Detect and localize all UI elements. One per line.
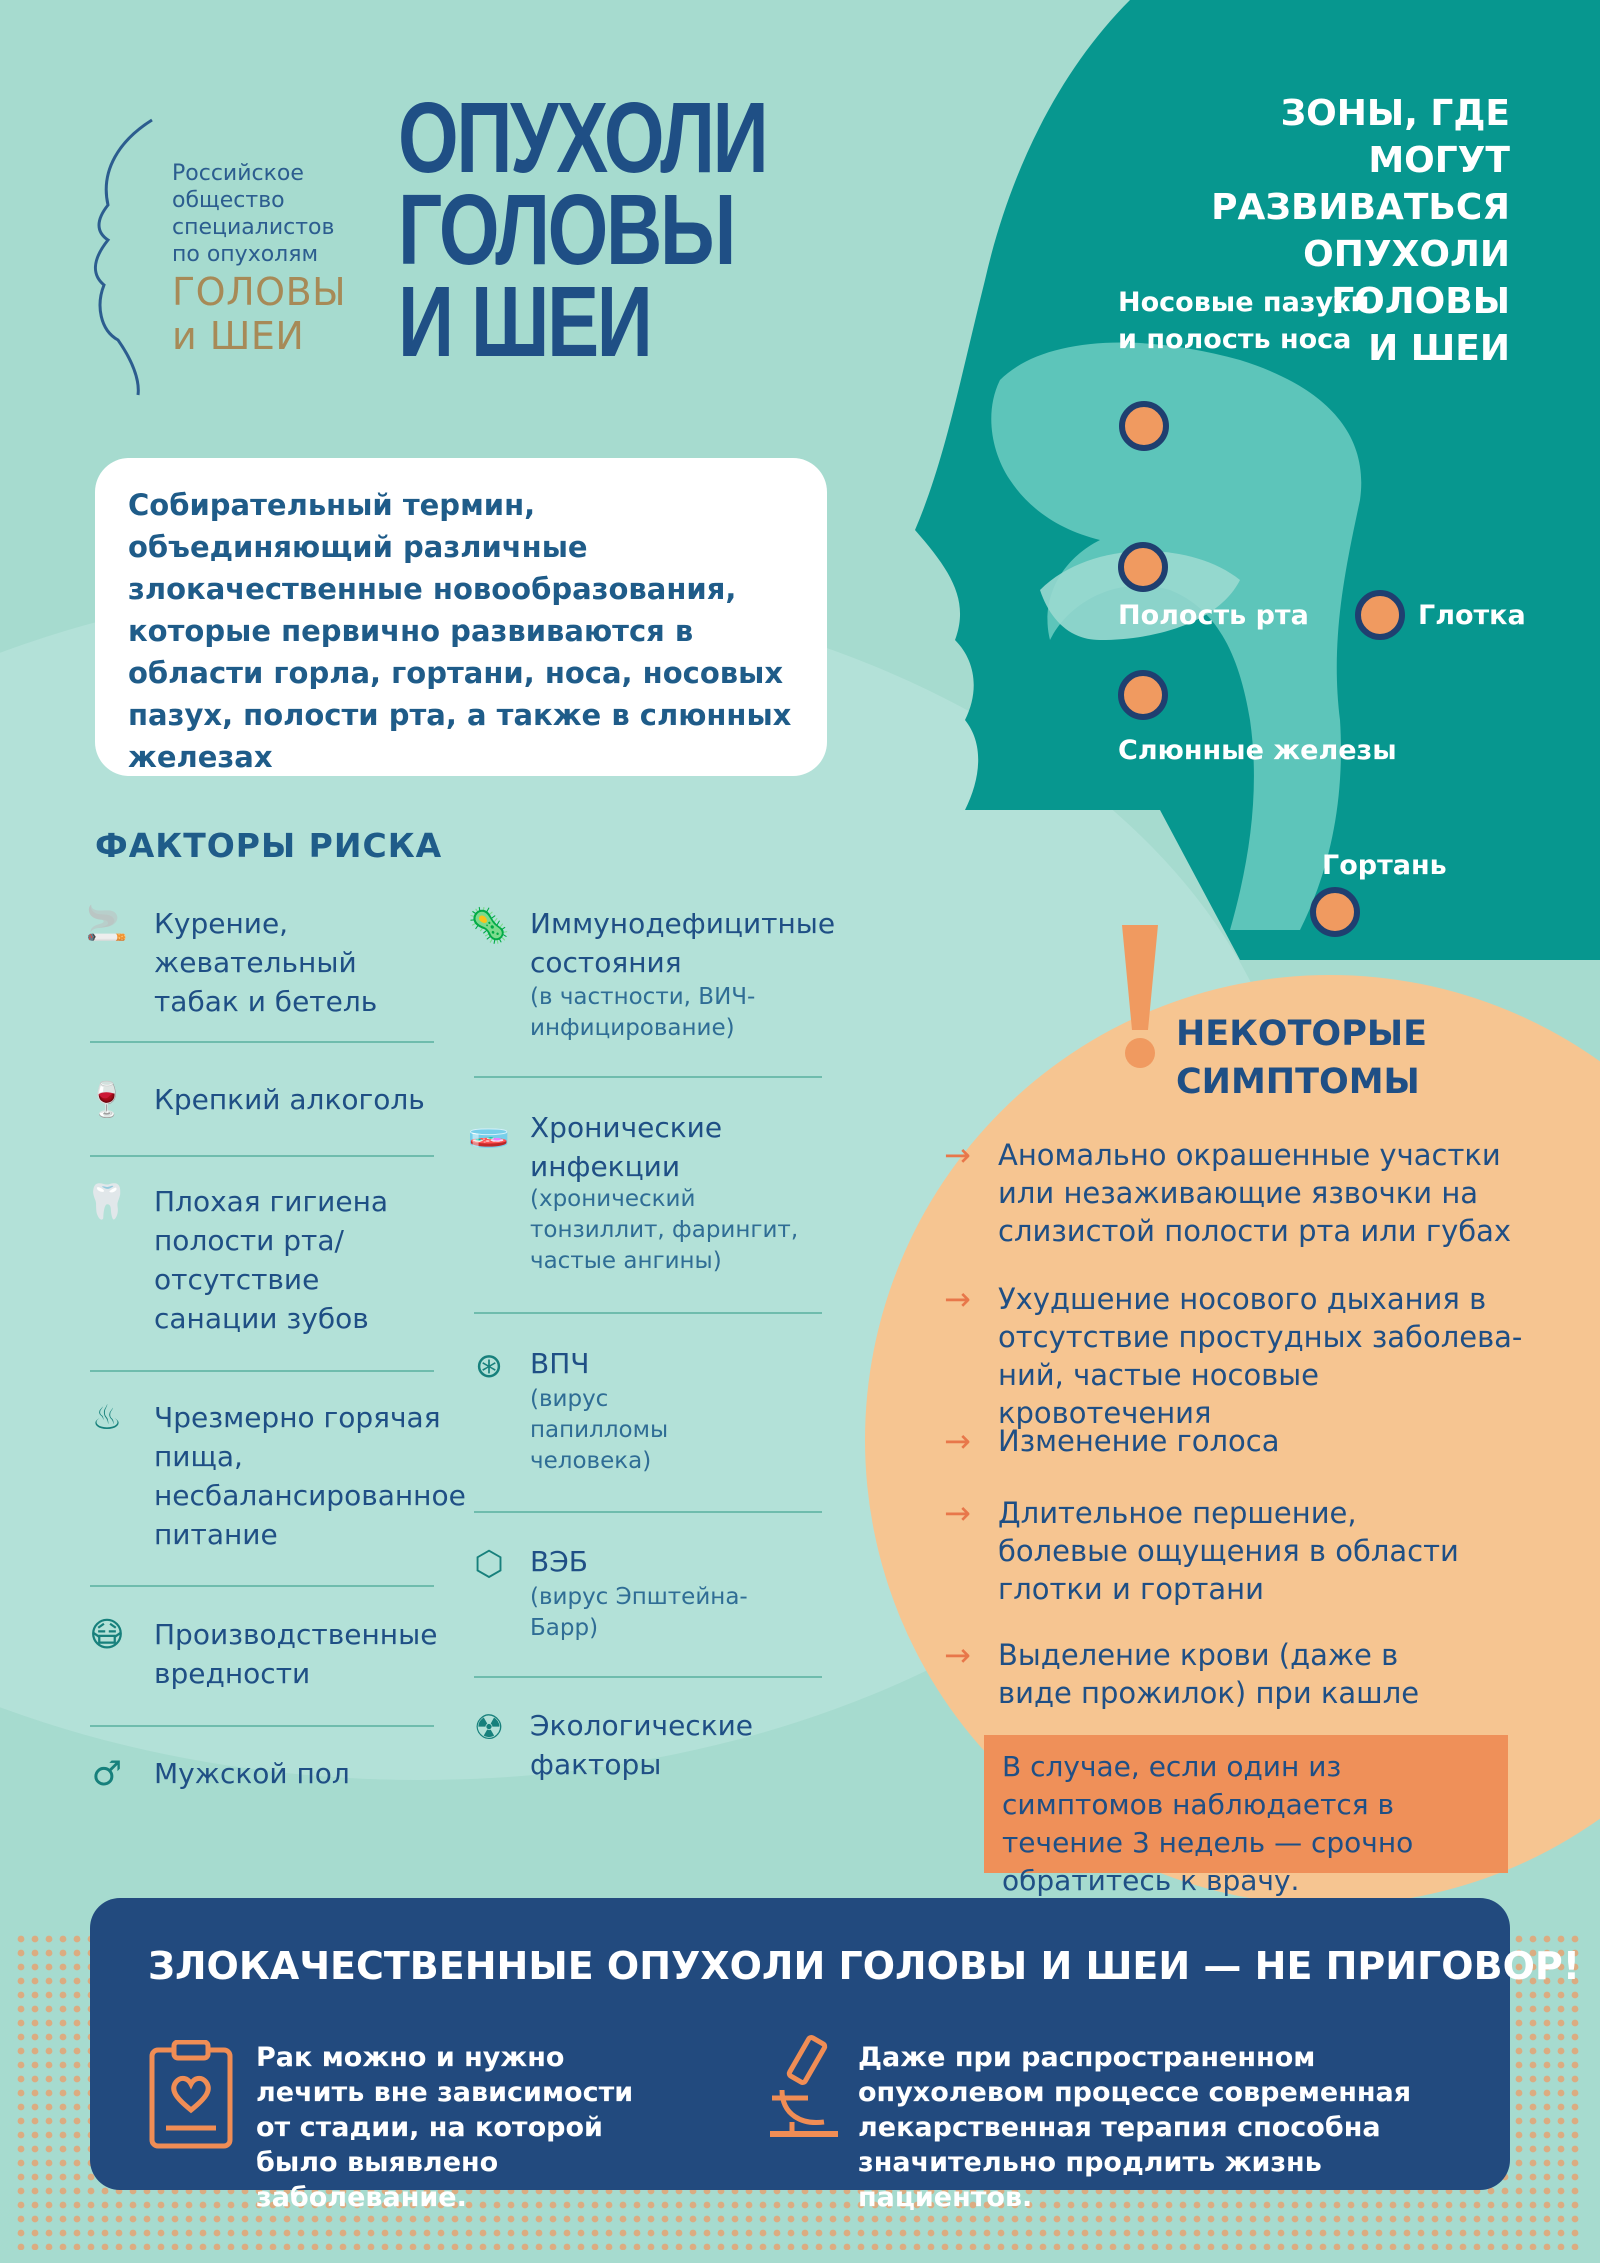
- divider: [474, 1312, 822, 1314]
- microscope-icon: [752, 2030, 852, 2150]
- logo-text: [172, 160, 372, 268]
- title-line: И ШЕИ: [398, 266, 651, 378]
- divider: [90, 1155, 434, 1157]
- symptom-item: Аномально окрашенные участки или незаживающие язвочки на слизистой полости рта или губах: [998, 1138, 1512, 1248]
- virus-icon: 🦠: [467, 906, 511, 946]
- risk-factor-right: ВЭБ: [530, 1545, 588, 1578]
- risk-factor-right: ВПЧ: [530, 1347, 590, 1380]
- logo-line: специалистов: [172, 215, 335, 240]
- respirator-icon: 😷: [89, 1615, 125, 1655]
- zone-label-mouth: Полость рта: [1118, 600, 1309, 631]
- zone-marker-mouth: [1121, 545, 1165, 589]
- logo-profile-line: [95, 120, 152, 395]
- zone-label-pharynx: Глотка: [1418, 600, 1526, 631]
- tooth-icon: 🦷: [85, 1182, 129, 1222]
- zone-marker-pharynx: [1358, 593, 1402, 637]
- divider: [90, 1585, 434, 1587]
- symptom-item: Ухудшение носового дыхания в отсутствие простудных заболева-ний, частые носовые кровотечения: [998, 1282, 1523, 1430]
- zone-label-larynx: Гортань: [1322, 850, 1447, 881]
- risk-factor-left: Плохая гигиена полости рта/ отсутствие санации зубов: [154, 1185, 389, 1335]
- zone-marker-larynx: [1313, 890, 1357, 934]
- arrow-right-icon: →: [944, 1136, 971, 1174]
- zone-label-salivary: Слюнные железы: [1118, 735, 1397, 766]
- risk-factor-left: Производственные вредности: [154, 1618, 438, 1690]
- symptoms-title: [1176, 1010, 1427, 1106]
- logo-big-line: и ШЕИ: [172, 314, 305, 358]
- zone-marker-salivary: [1121, 673, 1165, 717]
- divider: [474, 1511, 822, 1513]
- risk-factor-right: Иммунодефицитные состояния: [530, 907, 836, 979]
- divider: [474, 1676, 822, 1678]
- risk-factor-right-sub: (вирус папилломы человека): [530, 1386, 669, 1474]
- arrow-right-icon: →: [944, 1636, 971, 1674]
- intro-text: Собирательный термин, объединяющий различные злокачественные новообразования, которые первично развиваются в области горла, гортани, носа, носовых пазух, полости рта, а также в слюнных железах: [128, 488, 792, 774]
- risk-factor-left: Мужской пол: [154, 1757, 350, 1790]
- risk-factor-right-sub: (в частности, ВИЧ-инфицирование): [530, 984, 756, 1041]
- hot-dish-icon: ♨: [91, 1398, 123, 1438]
- risk-factor-left: Крепкий алкоголь: [154, 1083, 425, 1116]
- wine-glass-icon: 🍷: [85, 1080, 129, 1120]
- cigarette-icon: 🚬: [85, 904, 129, 944]
- risk-factor-right: Экологические факторы: [530, 1709, 754, 1781]
- symptom-item: Длительное першение, болевые ощущения в области глотки и гортани: [998, 1496, 1459, 1606]
- symptom-item: Изменение голоса: [998, 1424, 1280, 1458]
- banner-text-left: Рак можно и нужно лечить вне зависимости от стадии, на которой было выявлено заболевание.: [256, 2042, 634, 2213]
- logo-line: общество: [172, 188, 285, 213]
- zone-label-nasal: [1118, 284, 1369, 358]
- symptoms-title-line: НЕКОТОРЫЕ: [1176, 1014, 1428, 1054]
- risk-factors-title: ФАКТОРЫ РИСКА: [95, 826, 443, 865]
- title-line: ОПУХОЛИ: [398, 82, 767, 194]
- title-line: ГОЛОВЫ: [398, 174, 734, 286]
- risk-factor-right-sub: (хронический тонзиллит, фарингит, частые ангины): [530, 1186, 799, 1274]
- risk-factor-left: Чрезмерно горячая пища, несбалансированное питание: [154, 1401, 466, 1551]
- arrow-right-icon: →: [944, 1280, 971, 1318]
- banner-text-right: Даже при распространенном опухолевом процессе современная лекарственная терапия способна значительно продлить жизнь пациентов.: [858, 2042, 1412, 2213]
- risk-factor-left: Курение, жевательный табак и бетель: [154, 907, 378, 1018]
- symptoms-title-line: СИМПТОМЫ: [1176, 1062, 1420, 1102]
- symptom-item: Выделение крови (даже в виде прожилок) при кашле: [998, 1638, 1420, 1710]
- divider: [90, 1041, 434, 1043]
- divider: [474, 1076, 822, 1078]
- logo-big-text: [172, 270, 346, 358]
- risk-factor-right: Хронические инфекции: [530, 1111, 723, 1183]
- zones-title-line: ЗОНЫ, ГДЕ МОГУТ: [1280, 93, 1510, 181]
- zones-title-line: ОПУХОЛИ ГОЛОВЫ: [1303, 234, 1510, 322]
- divider: [90, 1725, 434, 1727]
- logo-big-line: ГОЛОВЫ: [172, 270, 347, 314]
- logo-line: Российское: [172, 161, 304, 186]
- arrow-right-icon: →: [944, 1494, 971, 1532]
- zone-marker-nasal: [1122, 404, 1166, 448]
- arrow-right-icon: →: [944, 1422, 971, 1460]
- hpv-icon: ⊛: [474, 1346, 504, 1386]
- bacteria-icon: 🧫: [467, 1110, 511, 1150]
- page-title: [398, 82, 767, 378]
- male-icon: ♂: [91, 1754, 123, 1794]
- divider: [90, 1370, 434, 1372]
- ebv-icon: ⬡: [474, 1544, 504, 1584]
- zone-label-line: и полость носа: [1118, 324, 1352, 355]
- logo-line: по опухолям: [172, 242, 319, 267]
- eco-hazard-icon: ☢: [473, 1708, 505, 1748]
- zone-label-line: Носовые пазухи: [1118, 287, 1370, 318]
- banner-title: ЗЛОКАЧЕСТВЕННЫЕ ОПУХОЛИ ГОЛОВЫ И ШЕИ — НЕ ПРИГОВОР!: [148, 1944, 1581, 1988]
- zones-title-line: И ШЕИ: [1368, 328, 1510, 369]
- alert-text: В случае, если один из симптомов наблюдается в течение 3 недель — срочно обратитесь к врачу.: [1002, 1750, 1414, 1897]
- risk-factor-right-sub: (вирус Эпштейна-Барр): [530, 1584, 748, 1641]
- zones-title-line: РАЗВИВАТЬСЯ: [1211, 187, 1510, 228]
- clipboard-heart-icon: [146, 2040, 236, 2150]
